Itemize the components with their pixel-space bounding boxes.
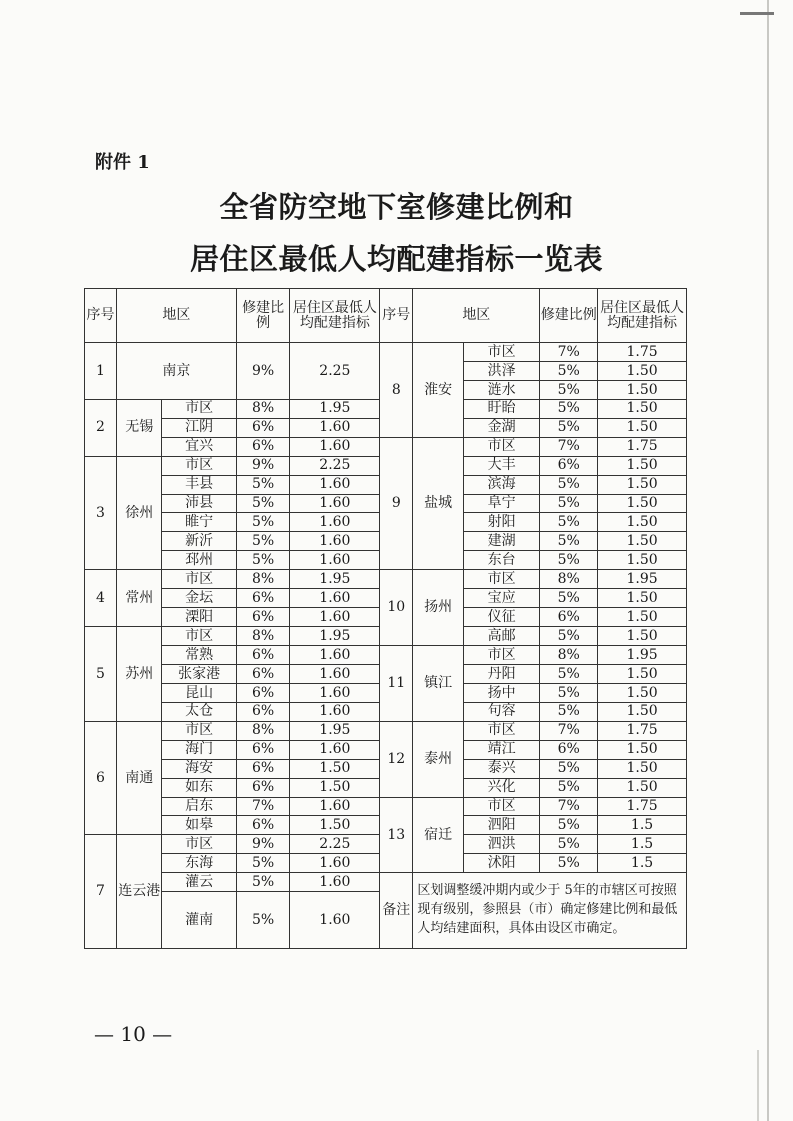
- index-value: 1.50: [598, 759, 687, 778]
- attachment-label: 附件 1: [95, 152, 150, 173]
- district-name: 市区: [162, 456, 236, 475]
- seq-number: 4: [85, 570, 117, 627]
- city-name: 徐州: [117, 456, 162, 570]
- ratio-value: 6%: [236, 683, 290, 702]
- ratio-value: 5%: [540, 835, 598, 854]
- district-name: 靖江: [463, 740, 539, 759]
- seq-number: 13: [380, 797, 413, 873]
- ratio-value: 5%: [540, 494, 598, 513]
- ratio-value: 5%: [540, 589, 598, 608]
- seq-number: 1: [85, 343, 117, 400]
- index-value: 2.25: [290, 343, 380, 400]
- index-value: 1.95: [290, 721, 380, 740]
- ratio-value: 5%: [540, 816, 598, 835]
- ratio-value: 8%: [236, 399, 290, 418]
- district-name: 洪泽: [463, 361, 539, 380]
- index-value: 1.50: [598, 608, 687, 627]
- table-row: [85, 797, 687, 816]
- ratio-value: 5%: [540, 683, 598, 702]
- header-index-right: 居住区最低人均配建指标: [598, 289, 687, 343]
- index-value: 1.50: [598, 664, 687, 683]
- ratio-value: 6%: [236, 740, 290, 759]
- seq-number: 11: [380, 646, 413, 722]
- index-value: 1.60: [290, 664, 380, 683]
- ratio-value: 5%: [540, 551, 598, 570]
- district-name: 阜宁: [463, 494, 539, 513]
- seq-number: 10: [380, 570, 413, 646]
- ratio-value: 5%: [540, 475, 598, 494]
- city-name: 常州: [117, 570, 162, 627]
- ratio-value: 8%: [236, 721, 290, 740]
- ratio-value: 7%: [540, 721, 598, 740]
- district-name: 睢宁: [162, 513, 236, 532]
- ratio-value: 6%: [236, 702, 290, 721]
- index-value: 1.5: [598, 835, 687, 854]
- ratio-value: 5%: [540, 627, 598, 646]
- seq-number: 12: [380, 721, 413, 797]
- index-value: 1.60: [290, 646, 380, 665]
- index-value: 1.5: [598, 854, 687, 873]
- district-name: 邳州: [162, 551, 236, 570]
- city-name: 宿迁: [413, 797, 464, 873]
- index-value: 1.50: [598, 380, 687, 399]
- index-value: 1.60: [290, 494, 380, 513]
- seq-number: 3: [85, 456, 117, 570]
- ratio-value: 5%: [236, 551, 290, 570]
- ratio-value: 6%: [236, 418, 290, 437]
- ratio-value: 8%: [236, 627, 290, 646]
- ratio-value: 8%: [540, 646, 598, 665]
- ratio-value: 7%: [540, 343, 598, 362]
- ratio-value: 5%: [540, 664, 598, 683]
- index-value: 1.50: [598, 399, 687, 418]
- district-name: 昆山: [162, 683, 236, 702]
- ratio-value: 6%: [236, 589, 290, 608]
- index-value: 1.60: [290, 683, 380, 702]
- index-value: 1.75: [598, 721, 687, 740]
- ratio-value: 5%: [540, 399, 598, 418]
- ratio-value: 6%: [540, 740, 598, 759]
- ratio-value: 6%: [236, 816, 290, 835]
- index-value: 1.75: [598, 343, 687, 362]
- district-name: 市区: [162, 627, 236, 646]
- ratio-value: 5%: [236, 892, 290, 949]
- index-value: 1.75: [598, 797, 687, 816]
- note-text: 区划调整缓冲期内或少于 5年的市辖区可按照现有级别，参照县（市）确定修建比例和最低人均结建面积，具体由设区市确定。: [413, 873, 687, 949]
- city-name: 淮安: [413, 343, 464, 438]
- seq-number: 5: [85, 627, 117, 722]
- index-value: 1.60: [290, 589, 380, 608]
- district-name: 东海: [162, 854, 236, 873]
- district-name: 沛县: [162, 494, 236, 513]
- ratio-value: 6%: [236, 608, 290, 627]
- district-name: 常熟: [162, 646, 236, 665]
- header-row: [85, 289, 687, 343]
- ratio-table: [84, 288, 687, 949]
- scan-corner-mark: [740, 12, 774, 15]
- index-value: 1.95: [290, 399, 380, 418]
- district-name: 江阴: [162, 418, 236, 437]
- ratio-value: 5%: [236, 494, 290, 513]
- note-label: 备注: [380, 873, 413, 949]
- header-ratio: 修建比例: [236, 289, 290, 343]
- district-name: 市区: [162, 399, 236, 418]
- ratio-value: 5%: [540, 418, 598, 437]
- index-value: 1.60: [290, 797, 380, 816]
- district-name: 张家港: [162, 664, 236, 683]
- table-row: [85, 873, 687, 892]
- index-value: 1.50: [598, 456, 687, 475]
- seq-number: 9: [380, 437, 413, 570]
- index-value: 1.50: [290, 816, 380, 835]
- ratio-value: 6%: [236, 646, 290, 665]
- district-name: 市区: [463, 570, 539, 589]
- district-name: 扬中: [463, 683, 539, 702]
- district-name: 盱眙: [463, 399, 539, 418]
- index-value: 1.60: [290, 892, 380, 949]
- district-name: 句容: [463, 702, 539, 721]
- page-edge-line-lower: [757, 1050, 759, 1121]
- ratio-value: 9%: [236, 343, 290, 400]
- district-name: 泰兴: [463, 759, 539, 778]
- city-name: 盐城: [413, 437, 464, 570]
- district-name: 海安: [162, 759, 236, 778]
- index-value: 1.50: [598, 361, 687, 380]
- district-name: 金湖: [463, 418, 539, 437]
- index-value: 1.60: [290, 551, 380, 570]
- index-value: 1.60: [290, 873, 380, 892]
- ratio-value: 6%: [236, 759, 290, 778]
- ratio-value: 7%: [540, 437, 598, 456]
- district-name: 海门: [162, 740, 236, 759]
- city-name: 南通: [117, 721, 162, 835]
- district-name: 丹阳: [463, 664, 539, 683]
- index-value: 1.50: [598, 418, 687, 437]
- district-name: 市区: [463, 437, 539, 456]
- district-name: 市区: [463, 646, 539, 665]
- ratio-value: 5%: [540, 759, 598, 778]
- district-name: 市区: [162, 835, 236, 854]
- district-name: 宝应: [463, 589, 539, 608]
- district-name: 射阳: [463, 513, 539, 532]
- index-value: 1.50: [598, 683, 687, 702]
- index-value: 1.50: [290, 759, 380, 778]
- district-name: 市区: [162, 570, 236, 589]
- index-value: 1.60: [290, 608, 380, 627]
- district-name: 宜兴: [162, 437, 236, 456]
- index-value: 1.60: [290, 475, 380, 494]
- index-value: 2.25: [290, 835, 380, 854]
- district-name: 市区: [463, 721, 539, 740]
- index-value: 1.50: [598, 778, 687, 797]
- index-value: 1.5: [598, 816, 687, 835]
- header-region-right: 地区: [413, 289, 540, 343]
- header-region: 地区: [117, 289, 237, 343]
- index-value: 1.95: [290, 627, 380, 646]
- ratio-value: 5%: [236, 854, 290, 873]
- ratio-value: 5%: [236, 532, 290, 551]
- district-name: 太仓: [162, 702, 236, 721]
- index-value: 1.50: [598, 702, 687, 721]
- ratio-value: 5%: [236, 873, 290, 892]
- ratio-value: 6%: [236, 664, 290, 683]
- ratio-value: 5%: [540, 361, 598, 380]
- district-name: 金坛: [162, 589, 236, 608]
- seq-number: 7: [85, 835, 117, 949]
- district-name: 新沂: [162, 532, 236, 551]
- ratio-value: 5%: [236, 475, 290, 494]
- header-ratio-right: 修建比例: [540, 289, 598, 343]
- city-name: 无锡: [117, 399, 162, 456]
- district-name: 市区: [162, 721, 236, 740]
- header-seq-right: 序号: [380, 289, 413, 343]
- ratio-value: 6%: [540, 456, 598, 475]
- index-value: 1.60: [290, 702, 380, 721]
- district-name: 东台: [463, 551, 539, 570]
- district-name: 仪征: [463, 608, 539, 627]
- district-name: 高邮: [463, 627, 539, 646]
- index-value: 1.60: [290, 513, 380, 532]
- city-name: 扬州: [413, 570, 464, 646]
- district-name: 溧阳: [162, 608, 236, 627]
- table-row: [85, 721, 687, 740]
- title-line-1: 全省防空地下室修建比例和: [219, 190, 574, 224]
- ratio-value: 7%: [540, 797, 598, 816]
- district-name: 灌南: [162, 892, 236, 949]
- index-value: 1.60: [290, 740, 380, 759]
- ratio-value: 9%: [236, 456, 290, 475]
- index-value: 2.25: [290, 456, 380, 475]
- index-value: 1.95: [598, 646, 687, 665]
- city-name: 南京: [117, 343, 237, 400]
- ratio-value: 5%: [540, 513, 598, 532]
- district-name: 兴化: [463, 778, 539, 797]
- city-name: 泰州: [413, 721, 464, 797]
- city-name: 连云港: [117, 835, 162, 949]
- page-edge-line: [767, 0, 769, 1121]
- index-value: 1.60: [290, 437, 380, 456]
- district-name: 丰县: [162, 475, 236, 494]
- ratio-value: 5%: [540, 778, 598, 797]
- index-value: 1.50: [598, 494, 687, 513]
- district-name: 滨海: [463, 475, 539, 494]
- index-value: 1.50: [598, 627, 687, 646]
- index-value: 1.50: [598, 513, 687, 532]
- district-name: 市区: [463, 343, 539, 362]
- index-value: 1.50: [598, 475, 687, 494]
- index-value: 1.60: [290, 854, 380, 873]
- seq-number: 6: [85, 721, 117, 835]
- header-index: 居住区最低人均配建指标: [290, 289, 380, 343]
- ratio-value: 8%: [236, 570, 290, 589]
- ratio-value: 6%: [236, 778, 290, 797]
- title-line-2: 居住区最低人均配建指标一览表: [189, 242, 603, 276]
- table-row: [85, 437, 687, 456]
- ratio-value: 5%: [540, 854, 598, 873]
- district-name: 建湖: [463, 532, 539, 551]
- index-value: 1.60: [290, 418, 380, 437]
- seq-number: 2: [85, 399, 117, 456]
- district-name: 启东: [162, 797, 236, 816]
- district-name: 市区: [463, 797, 539, 816]
- ratio-value: 6%: [236, 437, 290, 456]
- table-row: [85, 570, 687, 589]
- ratio-value: 5%: [540, 702, 598, 721]
- index-value: 1.50: [290, 778, 380, 797]
- ratio-value: 6%: [540, 608, 598, 627]
- district-name: 泗洪: [463, 835, 539, 854]
- district-name: 涟水: [463, 380, 539, 399]
- table-row: [85, 343, 687, 362]
- index-value: 1.50: [598, 589, 687, 608]
- ratio-value: 5%: [540, 380, 598, 399]
- district-name: 沭阳: [463, 854, 539, 873]
- city-name: 镇江: [413, 646, 464, 722]
- city-name: 苏州: [117, 627, 162, 722]
- index-value: 1.75: [598, 437, 687, 456]
- ratio-value: 9%: [236, 835, 290, 854]
- district-name: 灌云: [162, 873, 236, 892]
- ratio-value: 5%: [236, 513, 290, 532]
- district-name: 如皋: [162, 816, 236, 835]
- page-number: — 10 —: [94, 1022, 173, 1046]
- index-value: 1.95: [598, 570, 687, 589]
- district-name: 泗阳: [463, 816, 539, 835]
- index-value: 1.50: [598, 532, 687, 551]
- index-value: 1.50: [598, 740, 687, 759]
- index-value: 1.95: [290, 570, 380, 589]
- district-name: 如东: [162, 778, 236, 797]
- seq-number: 8: [380, 343, 413, 438]
- district-name: 大丰: [463, 456, 539, 475]
- ratio-value: 7%: [236, 797, 290, 816]
- table-row: [85, 646, 687, 665]
- index-value: 1.50: [598, 551, 687, 570]
- index-value: 1.60: [290, 532, 380, 551]
- ratio-value: 8%: [540, 570, 598, 589]
- ratio-value: 5%: [540, 532, 598, 551]
- header-seq: 序号: [85, 289, 117, 343]
